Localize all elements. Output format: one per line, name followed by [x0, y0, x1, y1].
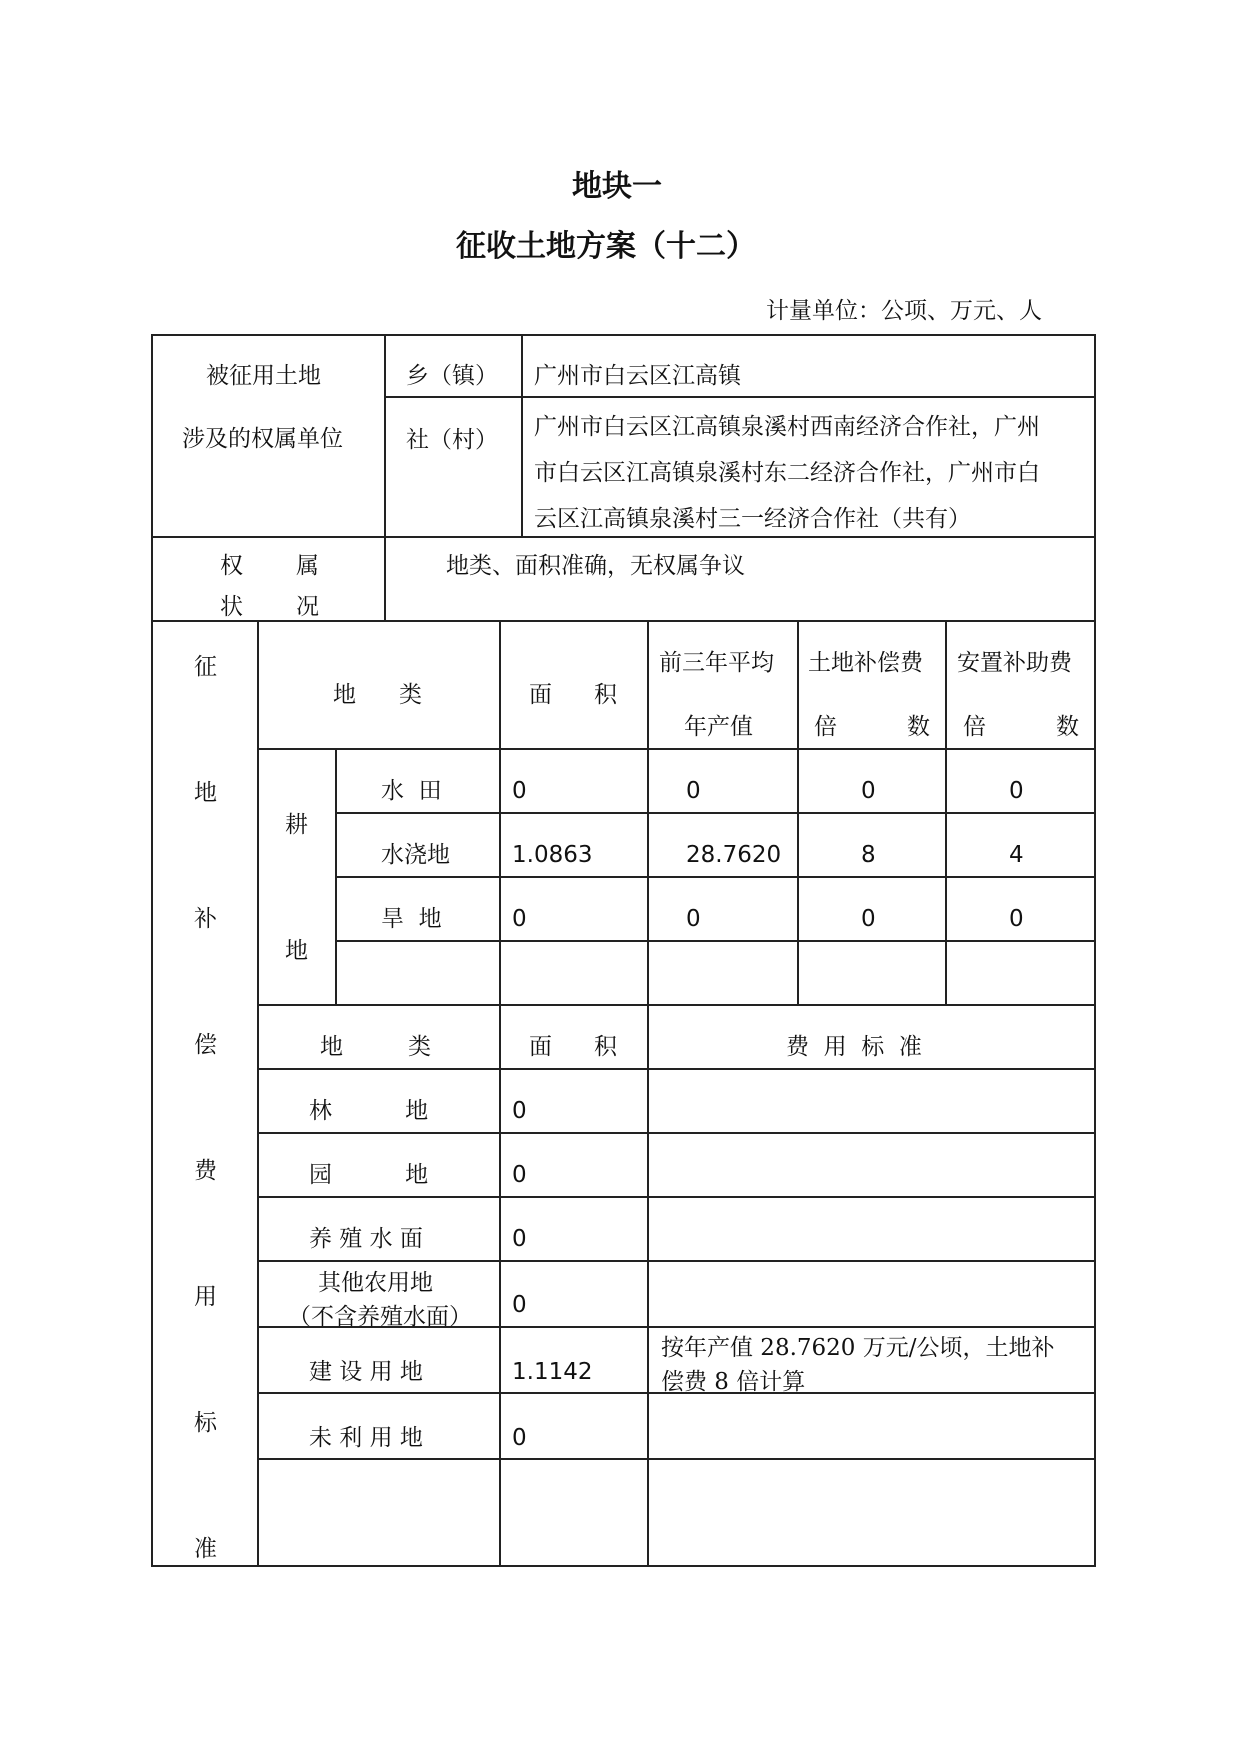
other-land-type: 园 地	[309, 1162, 429, 1188]
header-land-type-a: 地	[333, 682, 356, 708]
header-land-comp-line1: 土地补偿费	[808, 650, 923, 676]
header-area-a: 面	[529, 682, 552, 708]
farmland-type: 水浇地	[381, 842, 450, 868]
side-char: 费	[194, 1158, 217, 1184]
farmland-land-comp-multiple: 8	[861, 842, 876, 868]
village-value-line3: 云区江高镇泉溪村三一经济合作社（共有）	[534, 506, 971, 532]
header-land-comp-multiple-a: 倍	[814, 714, 837, 740]
other-header-type-b: 类	[408, 1034, 431, 1060]
farmland-area: 1.0863	[512, 842, 593, 868]
header-resettle-line1: 安置补助费	[957, 650, 1072, 676]
other-land-area: 0	[512, 1425, 527, 1451]
other-land-type: 建 设 用 地	[309, 1359, 423, 1385]
other-header-area-b: 积	[594, 1034, 617, 1060]
header-avg-output-line2: 年产值	[684, 714, 753, 740]
page-subtitle: 征收土地方案（十二）	[456, 229, 756, 264]
other-land-type: 养 殖 水 面	[309, 1226, 423, 1252]
other-land-area: 0	[512, 1098, 527, 1124]
other-land-type-line1: 其他农用地	[318, 1270, 433, 1296]
ownership-label-line1: 被征用土地	[206, 363, 321, 389]
side-char: 偿	[194, 1032, 217, 1058]
other-header-type-a: 地	[320, 1034, 343, 1060]
page-title: 地块一	[572, 169, 662, 204]
header-land-type-b: 类	[399, 682, 422, 708]
village-value-line2: 市白云区江高镇泉溪村东二经济合作社，广州市白	[534, 460, 1040, 486]
farmland-label-b: 地	[285, 938, 308, 964]
farmland-resettle-multiple: 0	[1009, 906, 1024, 932]
header-land-comp-multiple-b: 数	[907, 714, 930, 740]
farmland-avg-output: 0	[686, 906, 701, 932]
side-char: 补	[194, 906, 217, 932]
other-land-area: 0	[512, 1162, 527, 1188]
side-char: 标	[194, 1410, 217, 1436]
farmland-land-comp-multiple: 0	[861, 778, 876, 804]
farmland-area: 0	[512, 906, 527, 932]
farmland-avg-output: 0	[686, 778, 701, 804]
village-value-line1: 广州市白云区江高镇泉溪村西南经济合作社，广州	[534, 414, 1040, 440]
other-header-standard: 费 用 标 准	[786, 1034, 922, 1060]
other-land-standard-line2: 偿费 8 倍计算	[661, 1369, 806, 1395]
side-char: 征	[194, 654, 217, 680]
side-char: 用	[194, 1284, 217, 1310]
township-label: 乡（镇）	[406, 363, 498, 389]
header-resettle-multiple-b: 数	[1056, 714, 1079, 740]
unit-note: 计量单位：公项、万元、人	[766, 298, 1042, 324]
farmland-land-comp-multiple: 0	[861, 906, 876, 932]
header-area-b: 积	[594, 682, 617, 708]
other-land-standard-line1: 按年产值 28.7620 万元/公顷，土地补	[661, 1335, 1055, 1361]
farmland-type: 旱 地	[381, 906, 442, 932]
ownership-label-line2: 涉及的权属单位	[182, 426, 343, 452]
other-land-area: 0	[512, 1226, 527, 1252]
other-land-area: 1.1142	[512, 1359, 593, 1385]
other-header-area-a: 面	[529, 1034, 552, 1060]
other-land-type: 未 利 用 地	[309, 1425, 423, 1451]
header-resettle-multiple-a: 倍	[963, 714, 986, 740]
village-label: 社（村）	[406, 427, 498, 453]
header-avg-output-line1: 前三年平均	[659, 650, 774, 676]
side-char: 准	[194, 1536, 217, 1562]
status-label-a1: 权	[220, 553, 243, 579]
side-char: 地	[194, 780, 217, 806]
other-land-type-line2: （不含养殖水面）	[288, 1304, 472, 1330]
status-value: 地类、面积准确，无权属争议	[446, 553, 745, 579]
farmland-resettle-multiple: 4	[1009, 842, 1024, 868]
farmland-resettle-multiple: 0	[1009, 778, 1024, 804]
farmland-type: 水 田	[381, 778, 442, 804]
farmland-label-a: 耕	[285, 812, 308, 838]
status-label-b2: 况	[296, 594, 319, 620]
township-value: 广州市白云区江高镇	[534, 363, 741, 389]
status-label-a2: 属	[296, 553, 319, 579]
farmland-area: 0	[512, 778, 527, 804]
farmland-avg-output: 28.7620	[686, 842, 782, 868]
status-label-b1: 状	[220, 594, 243, 620]
other-land-type: 林 地	[309, 1098, 429, 1124]
other-land-area: 0	[512, 1292, 527, 1318]
